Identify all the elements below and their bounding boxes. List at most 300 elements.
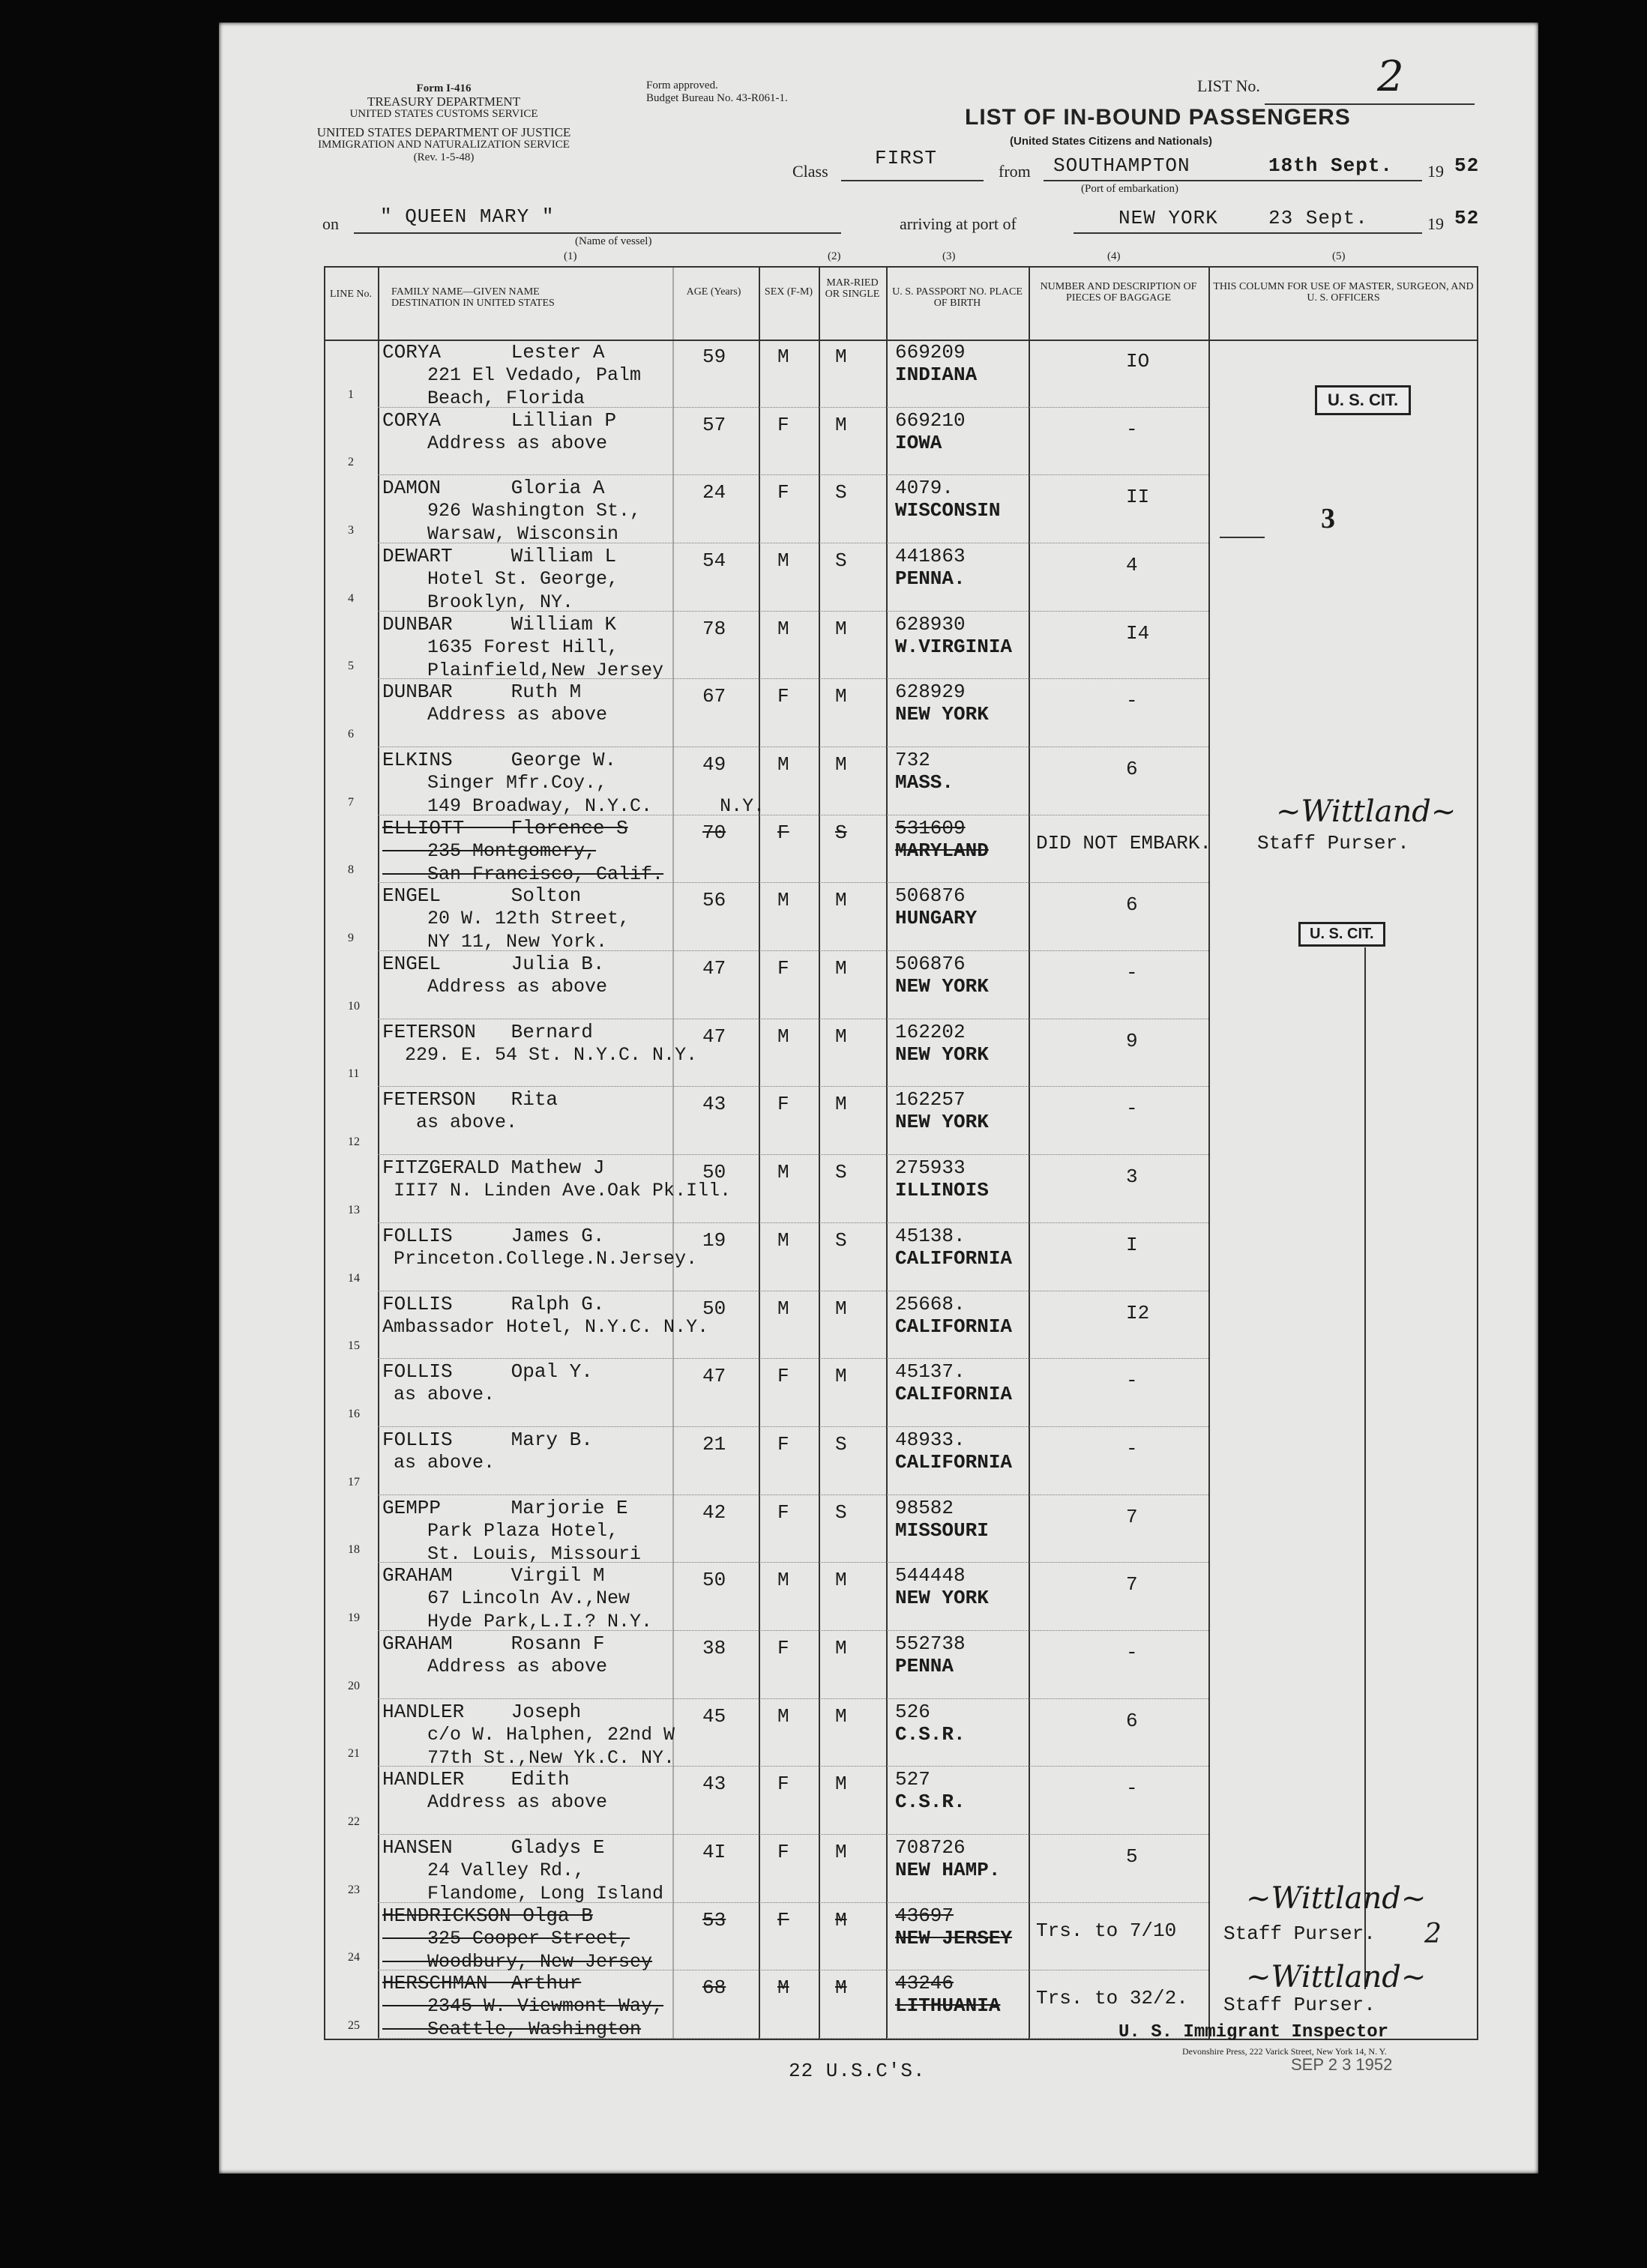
passport-number: 45137. [895,1360,966,1384]
passenger-marital-status: M [835,1025,847,1048]
place-of-birth: ILLINOIS [895,1179,989,1202]
passenger-manifest-page [219,22,1538,2174]
table-row [324,1087,1478,1155]
passenger-name: CORYA Lillian P [382,408,617,432]
passenger-age: 54 [702,549,726,573]
line-number: 7 [348,795,354,809]
col-header-married: MAR-RIED OR SINGLE [825,277,880,300]
passenger-address: III7 N. Linden Ave.Oak Pk.Ill. [382,1180,732,1202]
passport-number: 162202 [895,1020,966,1043]
line-number: 20 [348,1679,360,1692]
stamp-bracket-line [1364,947,1366,1989]
line-number: 16 [348,1407,360,1420]
place-of-birth: WISCONSIN [895,499,1001,522]
baggage-count: I2 [1126,1301,1150,1324]
passenger-address: Park Plaza Hotel, St. Louis, Missouri [427,1519,642,1565]
passenger-age: 47 [702,1025,726,1048]
passenger-marital-status: M [835,1704,847,1728]
class-label: Class [792,162,828,181]
justice-block [271,126,616,164]
passenger-sex: F [777,1501,789,1524]
vessel-note: (Name of vessel) [575,235,652,247]
passenger-age: 50 [702,1297,726,1320]
passenger-address: 67 Lincoln Av.,New Hyde Park,L.I.? N.Y. [427,1587,653,1633]
passenger-sex: M [777,889,789,912]
depart-date-line [1265,180,1422,181]
line-number: 14 [348,1271,360,1285]
passenger-sex: M [777,1161,789,1184]
line-number: 13 [348,1203,360,1216]
passenger-name: DAMON Gloria A [382,477,605,500]
passenger-address: as above. [382,1384,496,1406]
line-number: 17 [348,1475,360,1489]
passenger-name: GRAHAM Virgil M [382,1564,605,1587]
passenger-marital-status: M [835,685,847,708]
place-of-birth: NEW YORK [895,1111,989,1134]
form-approved: Form approved. [646,79,718,91]
line-number: 8 [348,863,354,877]
passport-number: 43697 [895,1904,954,1927]
table-row [324,475,1478,546]
line-number: 3 [348,524,354,537]
vessel-line [354,232,841,234]
passenger-age: 50 [702,1161,726,1184]
baggage-count: Trs. to 7/10 [1036,1919,1177,1942]
passenger-marital-status: M [835,1976,847,2000]
passenger-age: 47 [702,1365,726,1388]
passenger-age: 50 [702,1569,726,1592]
passenger-sex: M [777,1569,789,1592]
staff-purser-1: Staff Purser. [1257,832,1409,854]
passenger-address: 20 W. 12th Street, NY 11, New York. [427,908,630,953]
passenger-name: GEMPP Marjorie E [382,1496,628,1519]
passenger-marital-status: S [835,549,847,573]
baggage-count: 7 [1126,1505,1138,1528]
table-row [324,1631,1478,1699]
passenger-name: FOLLIS Mary B. [382,1428,593,1451]
list-no-label: LIST No. [1197,76,1260,95]
place-of-birth: HUNGARY [895,907,978,930]
baggage-count: - [1126,1777,1138,1800]
place-of-birth: PENNA [895,1654,954,1677]
passenger-name: GRAHAM Rosann F [382,1632,605,1655]
passenger-marital-status: M [835,1569,847,1592]
passport-number: 708726 [895,1836,966,1859]
arrival-date: 23 Sept. [1268,207,1368,229]
passenger-name: HENDRICKSON Olga B [382,1904,593,1927]
passenger-name: FETERSON Bernard [382,1020,593,1043]
line-number: 23 [348,1883,360,1896]
passport-number: 526 [895,1700,930,1723]
place-of-birth: INDIANA [895,364,978,386]
passport-number: 43246 [895,1972,954,1995]
passenger-address: Princeton.College.N.Jersey. [382,1247,698,1270]
depart-date: 18th Sept. [1268,154,1394,177]
baggage-count: Trs. to 32/2. [1036,1987,1188,2010]
passenger-address: 235 Montgomery, San Francisco, Calif. [427,839,664,885]
col-header-sex: SEX (F-M) [764,286,813,298]
passenger-marital-status: M [835,889,847,912]
passenger-sex: M [777,1228,789,1252]
passenger-name: CORYA Lester A [382,341,605,364]
row-divider [378,2038,1208,2039]
baggage-count: DID NOT EMBARK. [1036,831,1212,854]
passenger-sex: M [777,1297,789,1320]
place-of-birth: MASS. [895,771,954,794]
col-num-1: (1) [564,250,577,262]
passport-number: 48933. [895,1428,966,1451]
justice-dept: UNITED STATES DEPARTMENT OF JUSTICE [316,125,571,139]
passenger-address: 2345 W. Viewmont Way, Seattle, Washington [427,1995,664,2041]
passport-number: 544448 [895,1564,966,1587]
budget-bureau: Budget Bureau No. 43-R061-1. [646,92,788,104]
baggage-count: II [1126,486,1150,509]
passport-number: 552738 [895,1632,966,1655]
customs-service: UNITED STATES CUSTOMS SERVICE [349,108,538,120]
passenger-name: ELLIOTT Florence S [382,816,628,839]
passenger-sex: F [777,1365,789,1388]
passenger-sex: M [777,1704,789,1728]
baggage-count: - [1126,1369,1138,1393]
col-num-3: (3) [942,250,956,262]
table-row [324,1155,1478,1223]
from-line [1044,180,1265,181]
passenger-marital-status: M [835,1908,847,1931]
table-row [324,1767,1478,1835]
place-of-birth: LITHUANIA [895,1994,1001,2018]
passenger-marital-status: M [835,617,847,640]
hand-annotation-2: 2 [1424,1919,1442,1949]
passenger-address: 221 El Vedado, Palm Beach, Florida [427,364,642,409]
passenger-sex: M [777,346,789,368]
passenger-age: 38 [702,1636,726,1659]
form-agency-block [309,82,579,121]
place-of-birth: MISSOURI [895,1518,989,1542]
passenger-address: Singer Mfr.Coy., 149 Broadway, N.Y.C. N.Y. [427,772,765,818]
table-row [324,1563,1478,1631]
passenger-marital-status: S [835,1161,847,1184]
passport-number: 628929 [895,681,966,704]
form-title: LIST OF IN-BOUND PASSENGERS [965,105,1351,130]
passenger-name: FOLLIS Opal Y. [382,1360,593,1384]
line-number: 25 [348,2018,360,2032]
passport-number: 732 [895,749,930,772]
passenger-marital-status: M [835,1297,847,1320]
date-stamp: SEP 2 3 1952 [1291,2055,1393,2074]
table-row [324,1291,1478,1360]
passport-number: 669209 [895,341,966,364]
inspector-label: U. S. Immigrant Inspector [1118,2022,1389,2042]
baggage-count: 6 [1126,893,1138,917]
line-number: 12 [348,1135,360,1149]
passenger-name: ENGEL Solton [382,884,582,908]
vessel-name: " QUEEN MARY " [380,205,555,228]
baggage-count: I4 [1126,621,1150,645]
table-row [324,543,1478,612]
place-of-birth: IOWA [895,431,942,454]
table-row [324,1495,1478,1563]
form-subtitle: (United States Citizens and Nationals) [1010,135,1213,148]
passenger-marital-status: M [835,346,847,368]
table-top-border [324,266,1478,268]
passenger-name: ELKINS George W. [382,749,617,772]
passenger-address: 926 Washington St., Warsaw, Wisconsin [427,500,642,546]
passenger-name: ENGEL Julia B. [382,953,605,976]
arrival-port: NEW YORK [1118,207,1218,229]
depart-year-prefix: 19 [1427,162,1444,181]
passenger-address: Address as above [382,432,608,454]
passenger-age: 49 [702,753,726,776]
baggage-count: 5 [1126,1845,1138,1868]
class-value: FIRST [875,147,938,169]
passenger-sex: F [777,685,789,708]
line-number: 2 [348,456,354,469]
form-number: Form I-416 [416,82,472,94]
col-header-name: FAMILY NAME—GIVEN NAME DESTINATION IN UNITED STATES [391,286,555,309]
place-of-birth: C.S.R. [895,1722,966,1746]
table-row [324,408,1478,476]
passenger-sex: F [777,957,789,980]
passport-number: 275933 [895,1156,966,1180]
line-number: 24 [348,1951,360,1964]
passport-number: 628930 [895,612,966,636]
passenger-name: DEWART William L [382,545,617,568]
passenger-address: Address as above [382,704,608,726]
passenger-sex: F [777,1773,789,1796]
line-number: 22 [348,1815,360,1828]
baggage-count: - [1126,1641,1138,1664]
passenger-sex: M [777,1976,789,2000]
place-of-birth: NEW YORK [895,1043,989,1066]
baggage-count: - [1126,417,1138,441]
passenger-age: 19 [702,1228,726,1252]
arriving-label: arriving at port of [900,214,1017,233]
passenger-marital-status: M [835,753,847,776]
line-number: 5 [348,660,354,673]
baggage-count: 9 [1126,1029,1138,1052]
passenger-age: 45 [702,1704,726,1728]
col-num-2: (2) [828,250,841,262]
passenger-age: 70 [702,821,726,844]
passenger-name: FITZGERALD Mathew J [382,1156,605,1180]
count-mark-dash [1220,537,1265,538]
baggage-count: I [1126,1233,1138,1256]
passenger-marital-status: M [835,1365,847,1388]
table-row [324,340,1478,408]
passenger-age: 4I [702,1840,726,1863]
total-citizens: 22 U.S.C'S. [789,2060,926,2082]
col-header-passport: U. S. PASSPORT NO. PLACE OF BIRTH [892,286,1023,309]
table-row [324,1359,1478,1427]
place-of-birth: MARYLAND [895,839,989,862]
place-of-birth: PENNA. [895,567,966,591]
passenger-address: Ambassador Hotel, N.Y.C. N.Y. [382,1315,709,1338]
passenger-name: DUNBAR William K [382,612,617,636]
baggage-count: - [1126,962,1138,985]
passenger-address: c/o W. Halphen, 22nd W 77th St.,New Yk.C. NY. [427,1723,675,1769]
baggage-count: 6 [1126,758,1138,781]
passenger-age: 43 [702,1773,726,1796]
passenger-age: 53 [702,1908,726,1931]
passenger-sex: F [777,1432,789,1456]
passenger-address: Address as above [382,976,608,998]
place-of-birth: NEW JERSEY [895,1926,1013,1949]
passenger-age: 57 [702,413,726,436]
passenger-sex: F [777,1093,789,1116]
line-number: 21 [348,1747,360,1761]
baggage-count: - [1126,690,1138,713]
passenger-marital-status: M [835,1840,847,1863]
passenger-address: Address as above [382,1655,608,1677]
passenger-sex: F [777,413,789,436]
purser-signature: ~Wittland~ [1246,1881,1427,1916]
table-row [324,951,1478,1019]
passenger-marital-status: S [835,821,847,844]
passenger-age: 67 [702,685,726,708]
passenger-sex: F [777,1636,789,1659]
passenger-sex: M [777,549,789,573]
passport-number: 506876 [895,884,966,908]
passport-number: 669210 [895,408,966,432]
passenger-address: Hotel St. George, Brooklyn, NY. [427,568,619,614]
passenger-name: FOLLIS James G. [382,1224,605,1247]
place-of-birth: NEW YORK [895,703,989,726]
us-citizen-stamp: U. S. CIT. [1298,922,1385,947]
passenger-age: 42 [702,1501,726,1524]
col-header-line: LINE No. [330,289,372,300]
revision: (Rev. 1-5-48) [413,151,475,163]
place-of-birth: CALIFORNIA [895,1246,1013,1270]
passenger-name: HANSEN Gladys E [382,1836,605,1859]
place-of-birth: NEW YORK [895,1587,989,1610]
passenger-marital-status: M [835,413,847,436]
us-citizen-stamp: U. S. CIT. [1315,385,1411,415]
line-number: 11 [348,1067,360,1081]
count-mark: 3 [1321,503,1335,534]
place-of-birth: CALIFORNIA [895,1315,1013,1338]
baggage-count: - [1126,1097,1138,1121]
from-value: SOUTHAMPTON [1053,154,1190,177]
passenger-marital-status: S [835,1228,847,1252]
passenger-rows [324,340,1478,2039]
passenger-address: 229. E. 54 St. N.Y.C. N.Y. [382,1043,698,1066]
table-row [324,679,1478,747]
passenger-age: 47 [702,957,726,980]
passenger-sex: M [777,1025,789,1048]
approval-block [646,79,819,105]
baggage-count: 3 [1126,1165,1138,1189]
passport-number: 4079. [895,477,954,500]
baggage-count: IO [1126,350,1150,373]
passport-number: 162257 [895,1088,966,1112]
passenger-age: 68 [702,1976,726,2000]
passenger-age: 78 [702,617,726,640]
passenger-address: 1635 Forest Hill, Plainfield,New Jersey [427,636,664,681]
place-of-birth: W.VIRGINIA [895,635,1013,658]
passenger-address: 24 Valley Rd., Flandome, Long Island [427,1859,664,1904]
passenger-marital-status: S [835,1501,847,1524]
passenger-age: 43 [702,1093,726,1116]
from-label: from [999,162,1031,181]
passenger-marital-status: M [835,1636,847,1659]
table-row [324,1427,1478,1495]
passenger-name: HANDLER Edith [382,1768,570,1791]
col-header-officers: THIS COLUMN FOR USE OF MASTER, SURGEON, AND U. S. OFFICERS [1213,281,1474,304]
purser-signature: ~Wittland~ [1246,1960,1427,1994]
col-header-baggage: NUMBER AND DESCRIPTION OF PIECES OF BAGGAGE [1040,281,1197,304]
passenger-name: FETERSON Rita [382,1088,558,1112]
passenger-age: 24 [702,481,726,504]
list-no-value: 2 [1377,52,1404,101]
passenger-marital-status: M [835,1093,847,1116]
passenger-marital-status: S [835,1432,847,1456]
passenger-name: DUNBAR Ruth M [382,681,582,704]
table-row [324,612,1478,680]
passenger-sex: F [777,821,789,844]
printer-credit: Devonshire Press, 222 Varick Street, New York 14, N. Y. [1182,2046,1387,2057]
passport-number: 98582 [895,1496,954,1519]
line-number: 19 [348,1611,360,1624]
passenger-address: as above. [382,1112,518,1134]
port-embark-note: (Port of embarkation) [1081,183,1178,195]
baggage-count: - [1126,1437,1138,1460]
passport-number: 531609 [895,816,966,839]
arrival-year-prefix: 19 [1427,214,1444,233]
line-number: 6 [348,728,354,741]
line-number: 4 [348,591,354,605]
place-of-birth: CALIFORNIA [895,1383,1013,1406]
col-num-5: (5) [1332,250,1346,262]
place-of-birth: C.S.R. [895,1791,966,1814]
passenger-address: 325 Cooper Street, Woodbury, New Jersey [427,1927,653,1973]
line-number: 9 [348,932,354,945]
table-row [324,1019,1478,1088]
passport-number: 527 [895,1768,930,1791]
passport-number: 506876 [895,953,966,976]
passenger-address: Address as above [382,1791,608,1814]
passenger-marital-status: S [835,481,847,504]
baggage-count: 7 [1126,1573,1138,1596]
passenger-marital-status: M [835,1773,847,1796]
on-label: on [322,214,339,233]
passenger-sex: F [777,481,789,504]
place-of-birth: NEW HAMP. [895,1858,1001,1881]
passenger-name: HERSCHMAN Arthur [382,1972,582,1995]
passenger-age: 59 [702,346,726,368]
place-of-birth: NEW YORK [895,975,989,998]
col-num-4: (4) [1107,250,1121,262]
arrival-line [1074,232,1422,234]
passenger-name: FOLLIS Ralph G. [382,1292,605,1315]
passenger-sex: M [777,753,789,776]
staff-purser-2: Staff Purser. [1223,1922,1376,1945]
depart-year: 52 [1454,154,1480,177]
passenger-age: 56 [702,889,726,912]
baggage-count: 6 [1126,1709,1138,1732]
table-row [324,1699,1478,1767]
purser-signature: ~Wittland~ [1276,794,1457,829]
passenger-marital-status: M [835,957,847,980]
ins-name: IMMIGRATION AND NATURALIZATION SERVICE [318,139,570,151]
passenger-name: HANDLER Joseph [382,1700,582,1723]
staff-purser-3: Staff Purser. [1223,1994,1376,2016]
passenger-sex: M [777,617,789,640]
line-number: 10 [348,999,360,1013]
place-of-birth: CALIFORNIA [895,1450,1013,1474]
line-number: 18 [348,1543,360,1557]
arrival-year: 52 [1454,207,1480,229]
passenger-address: as above. [382,1451,496,1474]
